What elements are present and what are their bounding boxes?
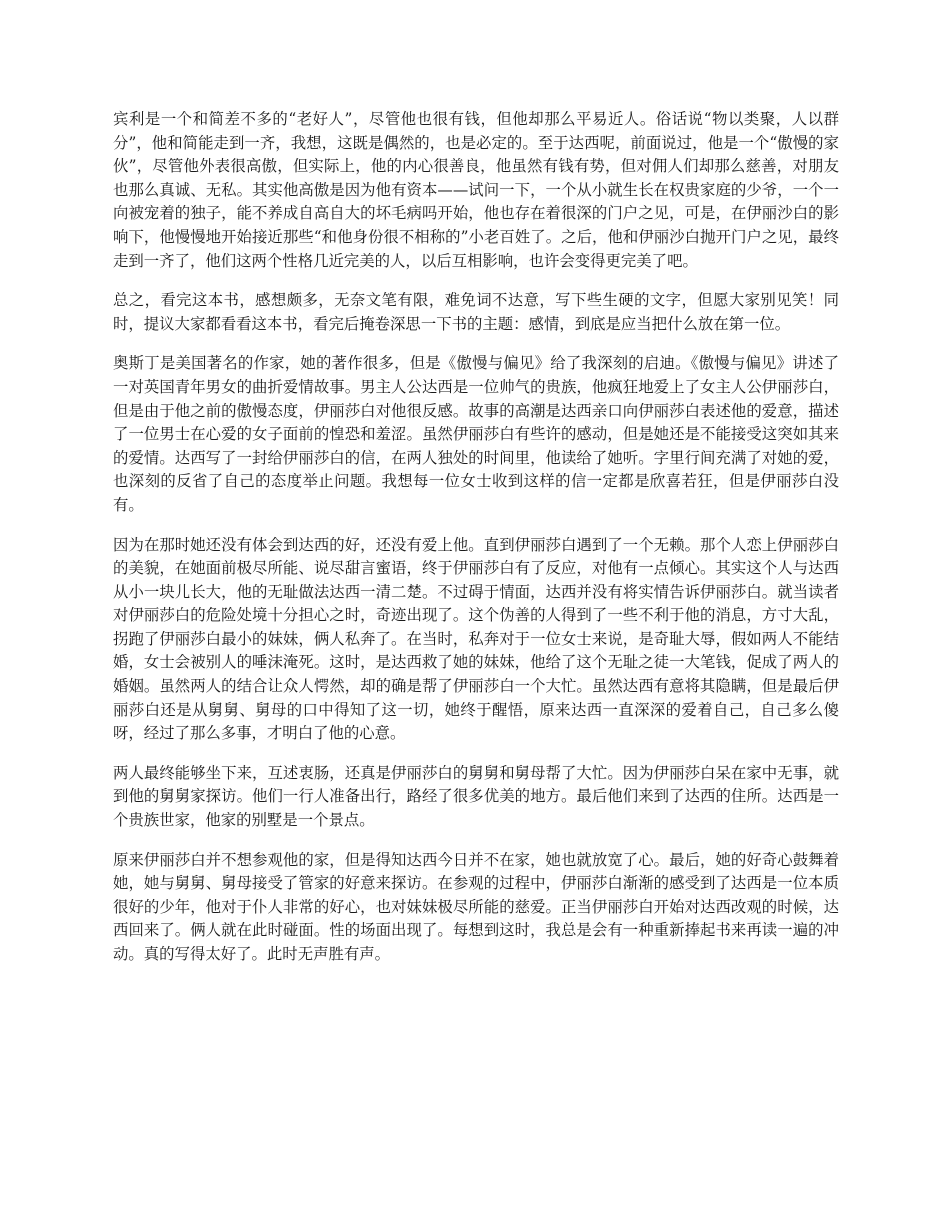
paragraph-5: 两人最终能够坐下来，互述衷肠，还真是伊丽莎白的舅舅和舅母帮了大忙。因为伊丽莎白呆在家中无事，就到他的舅舅家探访。他们一行人准备出行，路经了很多优美的地方。最后他们来到了达西的住所。达西是一个贵族世家，他家的别墅是一个景点。 [113, 763, 839, 830]
document-body [113, 108, 839, 983]
paragraph-6: 原来伊丽莎白并不想参观他的家，但是得知达西今日并不在家，她也就放宽了心。最后，她的好奇心鼓舞着她，她与舅舅、舅母接受了管家的好意来探访。在参观的过程中，伊丽莎白渐渐的感受到了达西是一位本质很好的少年，他对于仆人非常的好心，也对妹妹极尽所能的慈爱。正当伊丽莎白开始对达西改观的时候，达西回来了。俩人就在此时碰面。性的场面出现了。每想到这时，我总是会有一种重新捧起书来再读一遍的冲动。真的写得太好了。此时无声胜有声。 [113, 850, 839, 963]
paragraph-4: 因为在那时她还没有体会到达西的好，还没有爱上他。直到伊丽莎白遇到了一个无赖。那个人恋上伊丽莎白的美貌，在她面前极尽所能、说尽甜言蜜语，终于伊丽莎白有了反应，对他有一点倾心。其实这个人与达西从小一块儿长大，他的无耻做法达西一清二楚。不过碍于情面，达西并没有将实情告诉伊丽莎白。就当读者对伊丽莎白的危险处境十分担心之时，奇迹出现了。这个伪善的人得到了一些不利于他的消息，方寸大乱，拐跑了伊丽莎白最小的妹妹，俩人私奔了。在当时，私奔对于一位女士来说，是奇耻大辱，假如两人不能结婚，女士会被别人的唾沫淹死。这时，是达西救了她的妹妹，他给了这个无耻之徒一大笔钱，促成了两人的婚姻。虽然两人的结合让众人愕然，却的确是帮了伊丽莎白一个大忙。虽然达西有意将其隐瞒，但是最后伊丽莎白还是从舅舅、舅母的口中得知了这一切，她终于醒悟，原来达西一直深深的爱着自己，自己多么傻呀，经过了那么多事，才明白了他的心意。 [113, 535, 839, 743]
paragraph-1: 宾利是一个和简差不多的“老好人”，尽管他也很有钱，但他却那么平易近人。俗话说“物以类聚，人以群分”，他和简能走到一齐，我想，这既是偶然的，也是必定的。至于达西呢，前面说过，他是一个“傲慢的家伙”，尽管他外表很高傲，但实际上，他的内心很善良，他虽然有钱有势，但对佣人们却那么慈善，对朋友也那么真诚、无私。其实他高傲是因为他有资本——试问一下，一个从小就生长在权贵家庭的少爷，一个一向被宠着的独子，能不养成自高自大的坏毛病吗开始，他也存在着很深的门户之见，可是，在伊丽沙白的影响下，他慢慢地开始接近那些“和他身份很不相称的”小老百姓了。之后，他和伊丽沙白抛开门户之见，最终走到一齐了，他们这两个性格几近完美的人，以后互相影响，也许会变得更完美了吧。 [113, 110, 839, 270]
paragraph-2: 总之，看完这本书，感想颇多，无奈文笔有限，难免词不达意，写下些生硬的文字，但愿大家别见笑！同时，提议大家都看看这本书，看完后掩卷深思一下书的主题：感情，到底是应当把什么放在第一位。 [113, 291, 839, 333]
paragraph-3: 奥斯丁是美国著名的作家，她的著作很多，但是《傲慢与偏见》给了我深刻的启迪。《傲慢与偏见》讲述了一对英国青年男女的曲折爱情故事。男主人公达西是一位帅气的贵族，他疯狂地爱上了女主人公伊丽莎白，但是由于他之前的傲慢态度，伊丽莎白对他很反感。故事的高潮是达西亲口向伊丽莎白表述他的爱意，描述了一位男士在心爱的女子面前的惶恐和羞涩。虽然伊丽莎白有些许的感动，但是她还是不能接受这突如其来的爱情。达西写了一封给伊丽莎白的信，在两人独处的时间里，他读给了她听。字里行间充满了对她的爱，也深刻的反省了自己的态度举止问题。我想每一位女士收到这样的信一定都是欣喜若狂，但是伊丽莎白没有。 [113, 354, 839, 514]
